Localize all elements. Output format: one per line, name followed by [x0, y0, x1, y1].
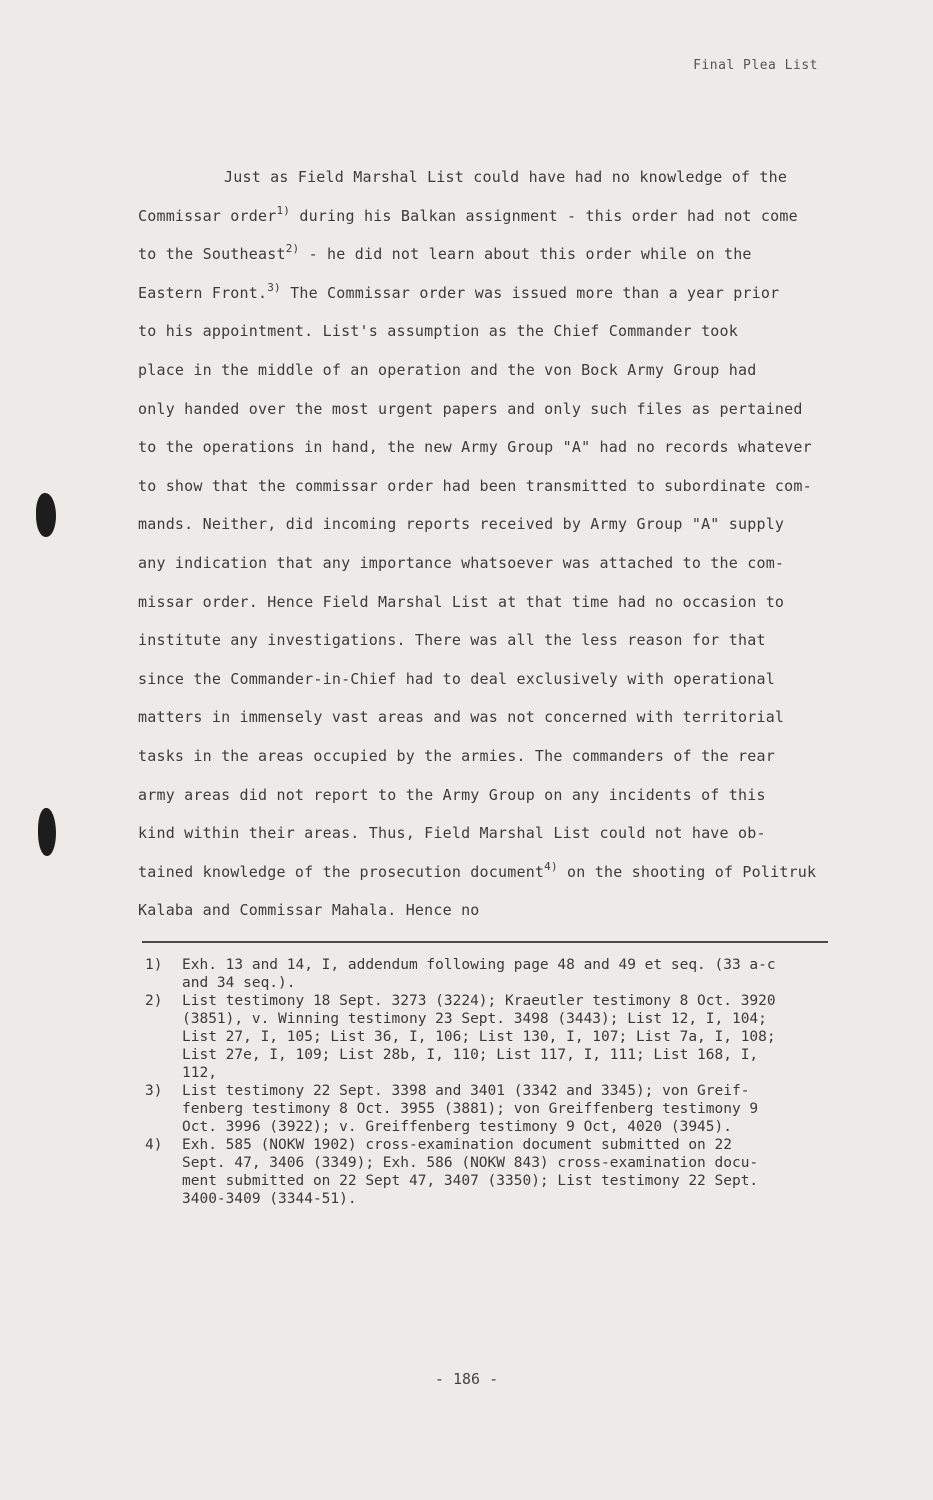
footnote-line: List testimony 22 Sept. 3398 and 3401 (3342 and 3345); von Greif- [182, 1083, 750, 1099]
footnote-reference: 3) [267, 280, 281, 294]
footnote [145, 956, 835, 992]
body-line [138, 583, 858, 622]
body-line-text: to show that the commissar order had been transmitted to subordinate com- [138, 476, 812, 495]
body-line-text: missar order. Hence Field Marshal List at that time had no occasion to [138, 592, 785, 611]
body-line [138, 660, 858, 699]
body-line [138, 621, 858, 660]
footnote-reference: 2) [285, 242, 300, 256]
body-line-text: mands. Neither, did incoming reports received by Army Group "A" supply [138, 515, 785, 534]
body-line [138, 853, 858, 892]
body-line-text: Commissar order [138, 206, 277, 225]
footnote-line: fenberg testimony 8 Oct. 3955 (3881); von Greiffenberg testimony 9 [182, 1101, 759, 1117]
body-line [138, 776, 858, 815]
body-text [138, 158, 858, 930]
body-line-text: - he did not learn about this order while on the [299, 245, 752, 264]
body-line [138, 197, 858, 236]
footnote-line: Exh. 13 and 14, I, addendum following page 48 and 49 et seq. (33 a-c [182, 957, 776, 973]
body-line-text: institute any investigations. There was all the less reason for that [138, 631, 766, 650]
body-line-text: on the shooting of Politruk [557, 862, 817, 881]
footnote-text [182, 956, 835, 992]
body-line-text: to his appointment. List's assumption as the Chief Commander took [138, 322, 738, 341]
body-line [138, 891, 858, 930]
punch-hole-mark [38, 808, 56, 856]
body-line [138, 158, 858, 197]
footnote-number: 1) [145, 957, 163, 973]
page-number: - 186 - [434, 1370, 499, 1388]
footnote-text [182, 992, 835, 1082]
footnote-divider [142, 941, 828, 943]
body-line [138, 274, 858, 313]
body-line-text: tained knowledge of the prosecution document [138, 862, 545, 881]
body-line-text: army areas did not report to the Army Group on any incidents of this [138, 785, 766, 804]
footnote [145, 1136, 835, 1208]
body-line-text: tasks in the areas occupied by the armies. The commanders of the rear [138, 746, 775, 765]
footnote-line: and 34 seq.). [182, 975, 296, 991]
body-line [138, 428, 858, 467]
footnote-line: List testimony 18 Sept. 3273 (3224); Kraeutler testimony 8 Oct. 3920 [182, 993, 776, 1009]
page-header: Final Plea List [693, 58, 818, 73]
body-line [138, 544, 858, 583]
body-line-text: only handed over the most urgent papers and only such files as pertained [138, 399, 803, 418]
body-line-text: during his Balkan assignment - this order had not come [290, 206, 798, 225]
footnote-reference: 1) [276, 203, 291, 217]
body-line-text: Just as Field Marshal List could have had no knowledge of the [224, 168, 788, 186]
body-line-text: to the operations in hand, the new Army Group "A" had no records whatever [138, 438, 812, 457]
body-line [138, 505, 858, 544]
body-line [138, 235, 858, 274]
footnote-number: 2) [145, 993, 163, 1009]
body-line [138, 814, 858, 853]
body-line [138, 467, 858, 506]
footnote-text [182, 1082, 835, 1136]
body-line-text: The Commissar order was issued more than a year prior [280, 283, 780, 302]
body-line-text: Kalaba and Commissar Mahala. Hence no [138, 901, 480, 920]
body-line [138, 312, 858, 351]
footnote-line: List 27, I, 105; List 36, I, 106; List 130, I, 107; List 7a, I, 108; [182, 1029, 776, 1045]
punch-hole-mark [36, 493, 56, 537]
body-line-text: matters in immensely vast areas and was not concerned with territorial [138, 708, 785, 727]
footnote-line: (3851), v. Winning testimony 23 Sept. 3498 (3443); List 12, I, 104; [182, 1011, 767, 1027]
body-line [138, 351, 858, 390]
body-line-text: since the Commander-in-Chief had to deal exclusively with operational [138, 669, 775, 688]
footnote-line: 112, [182, 1065, 217, 1081]
body-line [138, 390, 858, 429]
footnote-text [182, 1136, 835, 1208]
body-line-text: any indication that any importance whatsoever was attached to the com- [138, 553, 785, 572]
footnotes [145, 956, 835, 1208]
body-line [138, 698, 858, 737]
footnote [145, 992, 835, 1082]
footnote-reference: 4) [544, 859, 558, 873]
body-line-text: kind within their areas. Thus, Field Marshal List could not have ob- [138, 824, 766, 843]
footnote [145, 1082, 835, 1136]
body-line-text: to the Southeast [138, 245, 286, 264]
body-line-text: Eastern Front. [138, 283, 268, 302]
footnote-line: ment submitted on 22 Sept 47, 3407 (3350); List testimony 22 Sept. [182, 1173, 759, 1189]
body-line-text: place in the middle of an operation and the von Bock Army Group had [138, 360, 757, 379]
footnote-number: 4) [145, 1137, 163, 1153]
footnote-number: 3) [145, 1083, 163, 1099]
footnote-line: Exh. 585 (NOKW 1902) cross-examination document submitted on 22 [182, 1137, 732, 1153]
footnote-line: 3400-3409 (3344-51). [182, 1191, 357, 1207]
footnote-line: Oct. 3996 (3922); v. Greiffenberg testimony 9 Oct, 4020 (3945). [182, 1119, 732, 1135]
footnote-line: List 27e, I, 109; List 28b, I, 110; List 117, I, 111; List 168, I, [182, 1047, 759, 1063]
body-line [138, 737, 858, 776]
footnote-line: Sept. 47, 3406 (3349); Exh. 586 (NOKW 843) cross-examination docu- [182, 1155, 759, 1171]
